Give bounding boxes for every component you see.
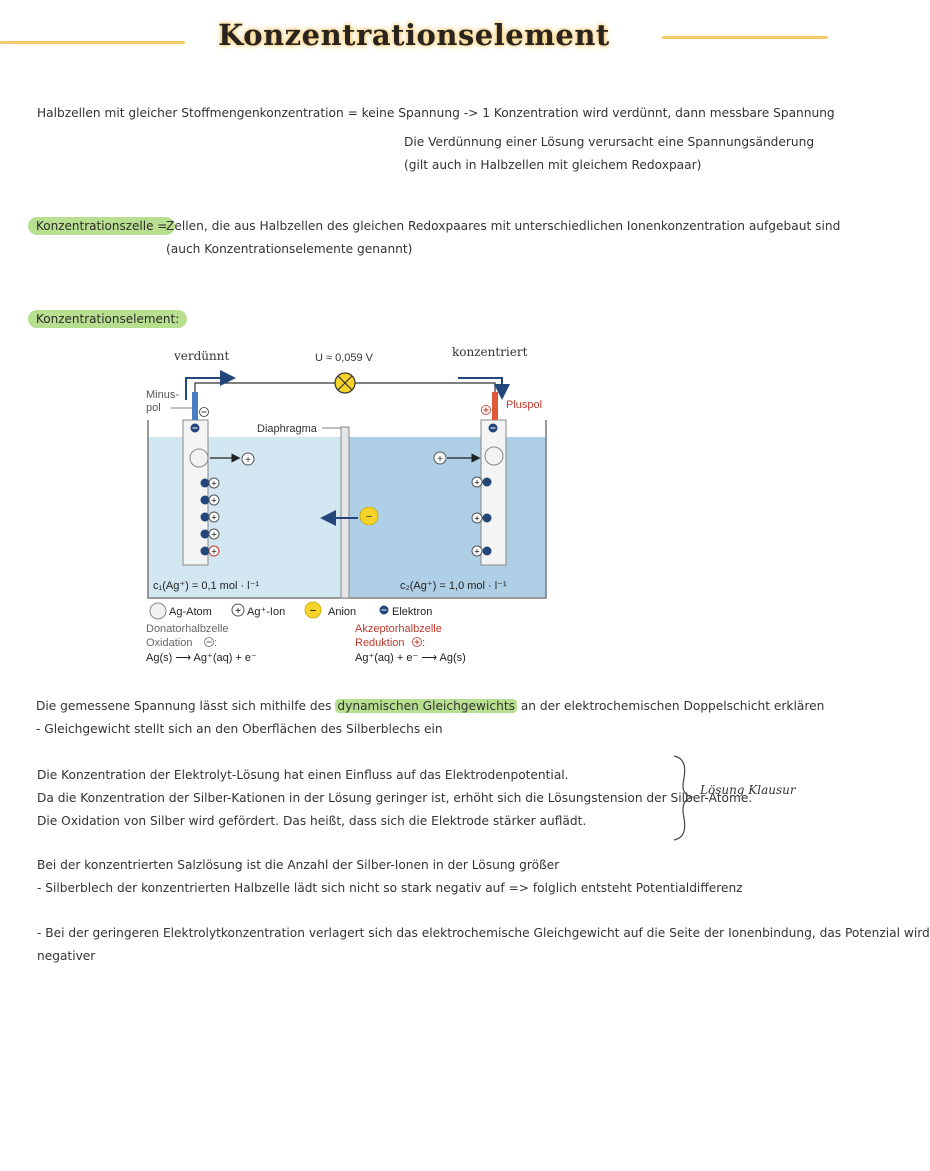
svg-text:+: + [474,546,480,557]
intro-line-1: Halbzellen mit gleicher Stoffmengenkonzentration = keine Spannung -> 1 Konzentration wird verdünnt, dann messbare Spannung [37,106,835,120]
svg-text:+: + [211,546,217,557]
explanation-line-1-post: an der elektrochemischen Doppelschicht erklären [516,699,825,713]
concentrated-line-2: - Silberblech der konzentrierten Halbzelle lädt sich nicht so stark negativ auf => folglich entsteht Potentialdifferenz [37,881,743,895]
diaphragma-label: Diaphragma [257,423,317,435]
left-half-process: Oxidation [146,637,193,649]
explanation-line-2: - Gleichgewicht stellt sich an den Oberflächen des Silberblechs ein [36,722,443,736]
plus-pol-label: Pluspol [506,399,543,411]
c2-label: c₂(Ag⁺) = 1,0 mol · l⁻¹ [400,580,507,592]
right-label: konzentriert [452,345,528,359]
svg-text:+: + [235,606,241,617]
explanation-line-1-pre: Die gemessene Spannung lässt sich mithilfe des [36,699,336,713]
section-label: Konzentrationselement: [28,310,187,328]
solution-note: Lösung Klausur [700,783,796,797]
minus-pol-label-1: Minus- [146,389,180,401]
definition-term: Konzentrationszelle = [28,217,175,235]
left-half-equation: Ag(s) ⟶ Ag⁺(aq) + e⁻ [146,652,257,664]
svg-text:+: + [211,529,217,540]
diaphragm [341,427,349,598]
svg-text:+: + [245,455,251,466]
concentrated-line-1: Bei der konzentrierten Salzlösung ist die Anzahl der Silber-Ionen in der Lösung größer [37,858,560,872]
explanation-line-1 [36,695,824,718]
legend-atom: Ag-Atom [169,606,212,618]
svg-text::: : [214,637,218,649]
left-electrode [183,420,208,565]
solution-line-2: Da die Konzentration der Silber-Kationen in der Lösung geringer ist, erhöht sich die Lösungstension der Silber-Atome. [37,791,753,805]
dynamic-equilibrium-highlight: dynamischen Gleichgewichts [337,699,515,713]
lower-line-2: negativer [37,949,96,963]
left-label: verdünnt [174,349,230,363]
legend-electron: Elektron [392,606,433,618]
svg-text:+: + [211,512,217,523]
right-half-process: Reduktion [355,637,405,649]
svg-text:+: + [474,477,480,488]
definition-line-2: (auch Konzentrationselemente genannt) [166,242,413,256]
plus-terminal [492,392,498,420]
svg-text:+: + [211,495,217,506]
minus-pol-label-2: pol [146,402,161,414]
svg-text:+: + [474,513,480,524]
right-half-name: Akzeptorhalbzelle [355,623,442,635]
minus-terminal [192,392,198,420]
left-ag-atom [190,449,208,467]
svg-text:+: + [211,478,217,489]
solution-line-3: Die Oxidation von Silber wird gefördert. Das heißt, dass sich die Elektrode stärker auflädt. [37,814,587,828]
svg-text:−: − [309,605,317,617]
voltage-label: U ≈ 0,059 V [315,352,374,364]
legend-ion: Ag⁺-Ion [247,606,286,618]
intro-line-3: (gilt auch in Halbzellen mit gleichem Redoxpaar) [404,158,702,172]
curly-brace-icon [668,752,698,842]
svg-text:−: − [365,511,373,523]
page-title: Konzentrationselement [218,18,610,52]
svg-text::: : [422,637,426,649]
definition-line-1: Zellen, die aus Halbzellen des gleichen Redoxpaares mit unterschiedlichen Ionenkonzentration aufgebaut sind [166,219,841,233]
c1-label: c₁(Ag⁺) = 0,1 mol · l⁻¹ [153,580,260,592]
right-half-equation: Ag⁺(aq) + e⁻ ⟶ Ag(s) [355,652,466,664]
right-electrode [481,420,506,565]
solution-line-1: Die Konzentration der Elektrolyt-Lösung hat einen Einfluss auf das Elektrodenpotential. [37,768,569,782]
right-ag-atom [485,447,503,465]
legend-atom-icon [150,603,166,619]
intro-line-2: Die Verdünnung einer Lösung verursacht eine Spannungsänderung [404,135,815,149]
lower-line-1: - Bei der geringeren Elektrolytkonzentration verlagert sich das elektrochemische Gleichgewicht auf die Seite der Ionenbindung, das Potenzial wird [37,926,930,940]
svg-text:+: + [437,454,443,465]
left-half-name: Donatorhalbzelle [146,623,229,635]
legend-anion: Anion [328,606,357,618]
